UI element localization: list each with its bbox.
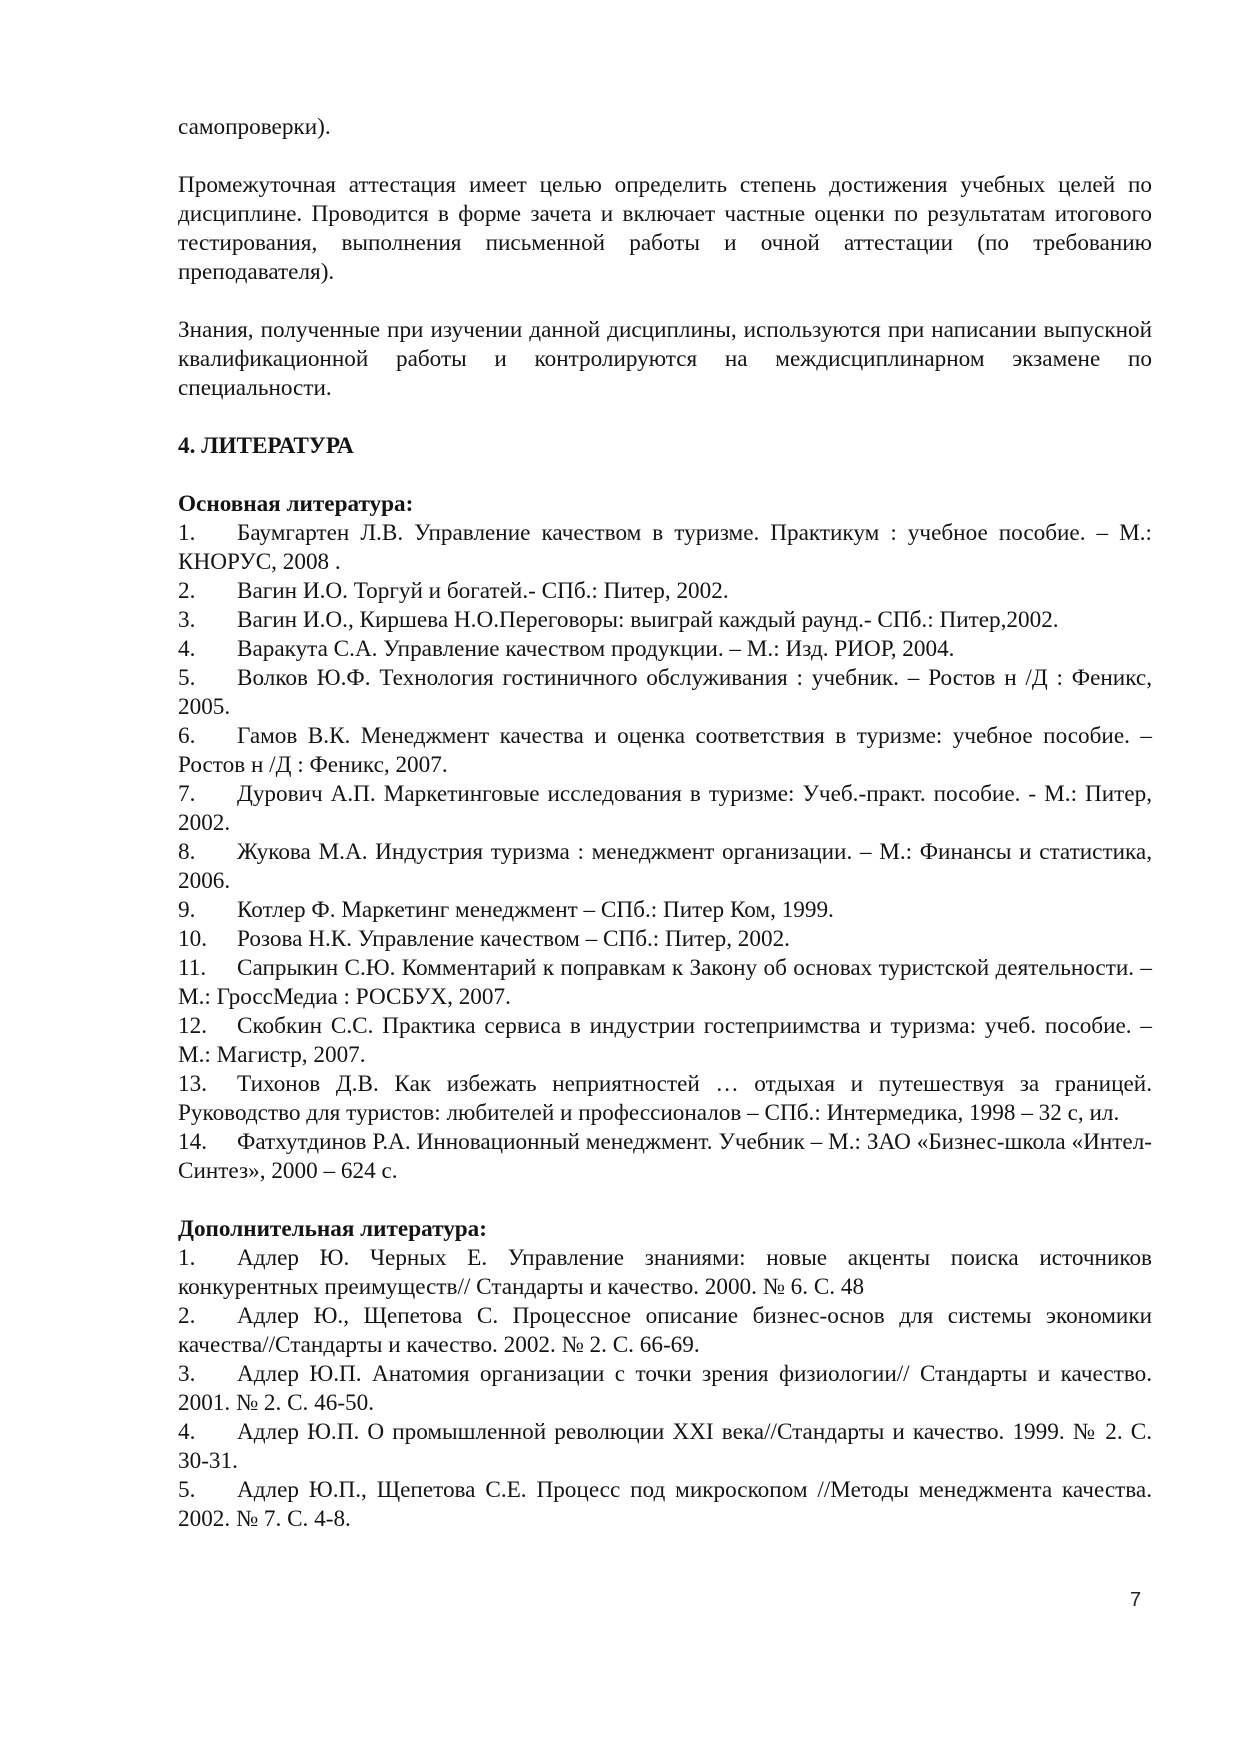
item-number: 5. <box>178 1477 196 1503</box>
item-number: 10. <box>178 926 207 952</box>
item-number: 3. <box>178 1361 196 1387</box>
item-number: 1. <box>178 520 196 546</box>
item-number: 11. <box>178 955 207 981</box>
list-item <box>178 519 1152 577</box>
knowledge-paragraph: Знания, полученные при изучении данной дисциплины, используются при написании выпускной квалификационной работы и контролируются на междисциплинарном экзамене по специальности. <box>178 317 1152 401</box>
item-text: Адлер Ю.П. Анатомия организации с точки зрения физиологии// Стандарты и качество. 2001. № 2. С. 46-50. <box>178 1361 1152 1416</box>
list-item <box>178 1012 1152 1070</box>
item-text: Адлер Ю. Черных Е. Управление знаниями: новые акценты поиска источников конкурентных преимуществ// Стандарты и качество. 2000. № 6. С. 48 <box>178 1245 1152 1300</box>
list-item <box>178 780 1152 838</box>
list-item <box>178 1302 1152 1360</box>
list-item <box>178 925 1152 954</box>
item-number: 13. <box>178 1071 207 1097</box>
page-number: 7 <box>1130 1589 1142 1611</box>
item-number: 5. <box>178 665 196 691</box>
list-item <box>178 664 1152 722</box>
item-text: Варакута С.А. Управление качеством продукции. – М.: Изд. РИОР, 2004. <box>237 636 955 662</box>
list-item <box>178 1360 1152 1418</box>
item-text: Адлер Ю.П., Щепетова С.Е. Процесс под микроскопом //Методы менеджмента качества. 2002. № 7. С. 4-8. <box>178 1477 1152 1532</box>
additional-literature-list <box>178 1244 1152 1534</box>
item-text: Розова Н.К. Управление качеством – СПб.: Питер, 2002. <box>237 926 790 952</box>
item-text: Сапрыкин С.Ю. Комментарий к поправкам к Закону об основах туристской деятельности. – М.: ГроссМедиа : РОСБУХ, 2007. <box>178 955 1152 1010</box>
list-item <box>178 954 1152 1012</box>
item-text: Вагин И.О. Торгуй и богатей.- СПб.: Питер, 2002. <box>237 578 729 604</box>
item-number: 7. <box>178 781 196 807</box>
item-number: 4. <box>178 1419 196 1445</box>
continuation-text: самопроверки). <box>178 114 331 140</box>
item-number: 8. <box>178 839 196 865</box>
list-item <box>178 1128 1152 1186</box>
item-text: Адлер Ю., Щепетова С. Процессное описание бизнес-основ для системы экономики качества//Стандарты и качество. 2002. № 2. С. 66-69. <box>178 1303 1152 1358</box>
list-item <box>178 1070 1152 1128</box>
additional-literature-heading: Дополнительная литература: <box>178 1216 487 1242</box>
list-item <box>178 838 1152 896</box>
list-item <box>178 635 1152 664</box>
list-item <box>178 896 1152 925</box>
item-text: Гамов В.К. Менеджмент качества и оценка соответствия в туризме: учебное пособие. – Ростов н /Д : Феникс, 2007. <box>178 723 1152 778</box>
item-text: Скобкин С.С. Практика сервиса в индустрии гостеприимства и туризма: учеб. пособие. – М.: Магистр, 2007. <box>178 1013 1152 1068</box>
item-number: 12. <box>178 1013 207 1039</box>
item-number: 2. <box>178 578 196 604</box>
list-item <box>178 1418 1152 1476</box>
item-number: 9. <box>178 897 196 923</box>
item-text: Баумгартен Л.В. Управление качеством в туризме. Практикум : учебное пособие. – М.: КНОРУС, 2008 . <box>178 520 1152 575</box>
item-number: 6. <box>178 723 196 749</box>
item-text: Адлер Ю.П. О промышленной революции XXI века//Стандарты и качество. 1999. № 2. С. 30-31. <box>178 1419 1152 1474</box>
attestation-paragraph: Промежуточная аттестация имеет целью определить степень достижения учебных целей по дисциплине. Проводится в форме зачета и включает частные оценки по результатам итогового тестирования, выполнения письменной работы и очной аттестации (по требованию преподавателя). <box>178 172 1152 285</box>
item-number: 1. <box>178 1245 196 1271</box>
list-item <box>178 1244 1152 1302</box>
item-text: Вагин И.О., Киршева Н.О.Переговоры: выиграй каждый раунд.- СПб.: Питер,2002. <box>237 607 1059 633</box>
section-title: 4. ЛИТЕРАТУРА <box>178 433 354 459</box>
document-page <box>178 113 1152 1534</box>
item-number: 3. <box>178 607 196 633</box>
main-literature-heading: Основная литература: <box>178 491 414 517</box>
item-text: Волков Ю.Ф. Технология гостиничного обслуживания : учебник. – Ростов н /Д : Феникс, 2005. <box>178 665 1152 720</box>
list-item <box>178 606 1152 635</box>
list-item <box>178 577 1152 606</box>
item-text: Жукова М.А. Индустрия туризма : менеджмент организации. – М.: Финансы и статистика, 2006. <box>178 839 1152 894</box>
main-literature-list <box>178 519 1152 1186</box>
list-item <box>178 1476 1152 1534</box>
item-text: Тихонов Д.В. Как избежать неприятностей … отдыхая и путешествуя за границей. Руководство для туристов: любителей и профессионалов – СПб.: Интермедика, 1998 – 32 с, ил. <box>178 1071 1152 1126</box>
item-text: Фатхутдинов Р.А. Инновационный менеджмент. Учебник – М.: ЗАО «Бизнес-школа «Интел-Синтез», 2000 – 624 с. <box>178 1129 1152 1184</box>
item-number: 14. <box>178 1129 207 1155</box>
item-number: 4. <box>178 636 196 662</box>
list-item <box>178 722 1152 780</box>
item-text: Дурович А.П. Маркетинговые исследования в туризме: Учеб.-практ. пособие. - М.: Питер, 2002. <box>178 781 1152 836</box>
item-text: Котлер Ф. Маркетинг менеджмент – СПб.: Питер Ком, 1999. <box>237 897 834 923</box>
item-number: 2. <box>178 1303 196 1329</box>
